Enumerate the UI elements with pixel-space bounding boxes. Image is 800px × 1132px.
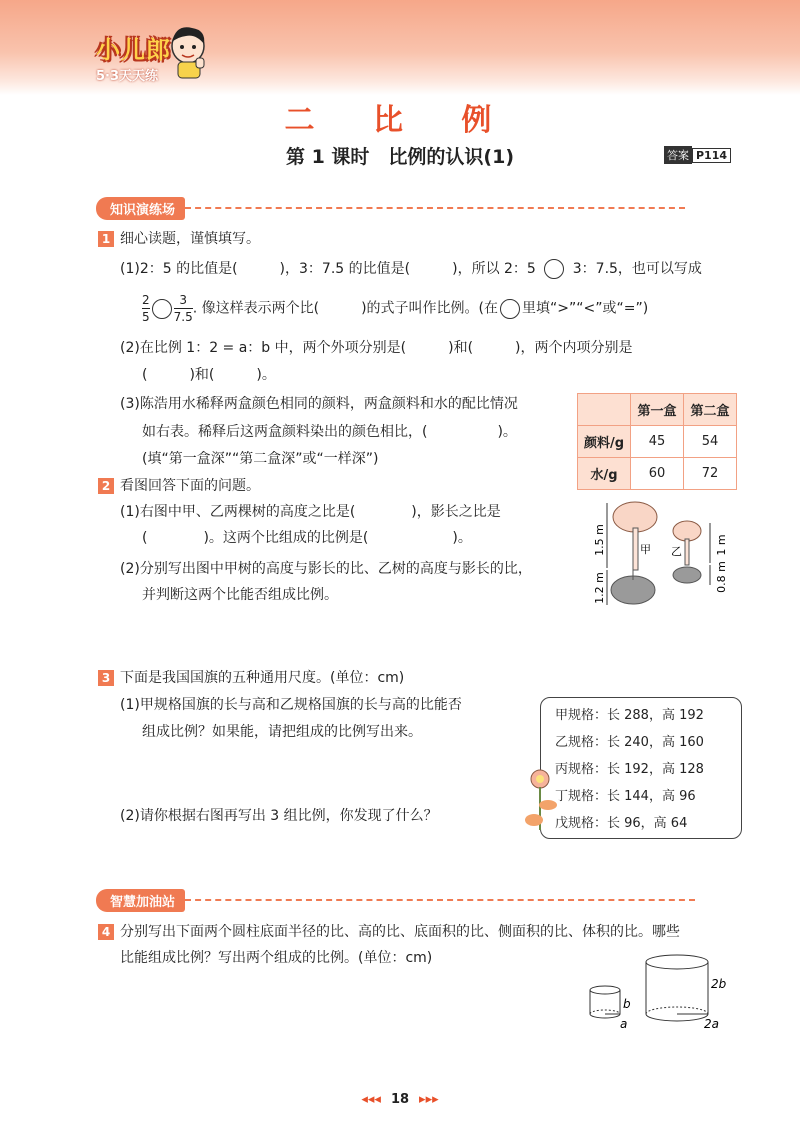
table-cell: 60 — [631, 458, 684, 490]
question-1-stem: 1 细心读题，谨慎填写。 — [98, 229, 260, 249]
big-radius-label: 2a — [704, 1017, 719, 1031]
small-height-label: b — [623, 997, 631, 1011]
table-cell: 颜料/g — [578, 426, 631, 458]
big-height-label: 2b — [711, 977, 727, 991]
jia-label: 甲 — [640, 543, 651, 556]
q1-part1-line2: $\frac{2}{5}$ $\frac{3}{7.5}$ . 像这样表示两个比( )的式子叫作比例。(在 里填“>”“<”或“=”) — [142, 293, 649, 324]
q2-part2-line1: (2)分别写出图中甲树的高度与影长的比、乙树的高度与影长的比， — [120, 561, 532, 577]
flag-spec-box — [540, 697, 742, 839]
table-cell: 水/g — [578, 458, 631, 490]
table-cell — [578, 394, 631, 426]
q2-part1-line2: ( )。这两个比组成的比例是( )。 — [142, 530, 472, 546]
table-cell: 第一盒 — [631, 394, 684, 426]
q1-part2-line1: (2)在比例 1：2 = a：b 中，两个外项分别是( )和( )，两个内项分别是 — [120, 340, 633, 356]
compare-circle-3 — [500, 299, 520, 319]
answer-page: P114 — [692, 148, 731, 163]
spec-row: 丁规格：长 144，高 96 — [555, 789, 696, 804]
mascot-illustration — [166, 22, 214, 80]
section-header-practice — [96, 197, 685, 219]
q1-part1-line1: (1)2：5 的比值是( )，3：7.5 的比值是( )，所以 2：5 3：7.5，也可以写成 — [120, 261, 702, 277]
q2-part2-line2: 并判断这两个比能否组成比例。 — [142, 587, 338, 603]
table-header-row — [578, 394, 737, 426]
section-title: 知识演练场 — [96, 197, 185, 220]
section-header-challenge — [96, 889, 695, 911]
brand-logo — [96, 30, 171, 84]
q3-part1-line1: (1)甲规格国旗的长与高和乙规格国旗的长与高的比能否 — [120, 697, 462, 713]
page-number-footer — [0, 1092, 800, 1107]
spec-row: 乙规格：长 240，高 160 — [555, 735, 704, 750]
answer-reference[interactable] — [664, 146, 731, 164]
question-2-stem: 2 看图回答下面的问题。 — [98, 476, 260, 496]
spec-row: 戊规格：长 96，高 64 — [555, 816, 688, 831]
paint-ratio-table — [577, 393, 737, 490]
next-arrows-icon: ▸▸▸ — [419, 1092, 439, 1107]
section-divider — [185, 207, 685, 209]
q1-part3-line2: 如右表。稀释后这两盒颜料染出的颜色相比，( )。 — [142, 424, 517, 440]
table-cell: 54 — [684, 426, 737, 458]
section-title: 智慧加油站 — [96, 889, 185, 912]
prev-arrows-icon: ◂◂◂ — [361, 1092, 381, 1107]
spec-row: 甲规格：长 288，高 192 — [555, 708, 704, 723]
question-number: 2 — [98, 478, 114, 494]
compare-circle-2[interactable] — [152, 299, 172, 319]
tree-shadow-figure — [585, 495, 735, 620]
lesson-title: 第 1 课时 比例的认识(1) — [285, 146, 515, 168]
question-number: 3 — [98, 670, 114, 686]
question-3-stem: 3 下面是我国国旗的五种通用尺度。(单位：cm) — [98, 668, 404, 688]
q1-part2-line2: ( )和( )。 — [142, 367, 276, 383]
question-number: 4 — [98, 924, 114, 940]
compare-circle[interactable] — [544, 259, 564, 279]
table-row — [578, 458, 737, 490]
cylinders-figure — [580, 940, 740, 1035]
page-number: 18 — [390, 1092, 410, 1107]
series-name: 5·3天天练 — [96, 69, 159, 84]
brand-name: 小儿郎 — [96, 36, 171, 64]
table-row — [578, 426, 737, 458]
q3-part2-line1: (2)请你根据右图再写出 3 组比例，你发现了什么？ — [120, 808, 438, 824]
jia-height-label: 1.5 m — [593, 524, 606, 556]
q2-part1-line1: (1)右图中甲、乙两棵树的高度之比是( )，影长之比是 — [120, 504, 501, 520]
table-cell: 45 — [631, 426, 684, 458]
table-cell: 第二盒 — [684, 394, 737, 426]
yi-label: 乙 — [671, 545, 682, 558]
q1-part3-line1: (3)陈浩用水稀释两盒颜色相同的颜料，两盒颜料和水的配比情况 — [120, 396, 518, 412]
answer-key-label: 答案 — [664, 146, 692, 164]
question-number: 1 — [98, 231, 114, 247]
question-4-line2: 比能组成比例？写出两个组成的比例。(单位：cm) — [120, 950, 433, 966]
q3-part1-line2: 组成比例？如果能，请把组成的比例写出来。 — [142, 724, 422, 740]
yi-shadow-label: 0.8 m — [715, 561, 728, 593]
spec-row: 丙规格：长 192，高 128 — [555, 762, 704, 777]
section-divider — [185, 899, 695, 901]
yi-height-label: 1 m — [715, 534, 728, 556]
small-radius-label: a — [620, 1017, 628, 1031]
q1-part3-line3: (填“第一盒深”“第二盒深”或“一样深”) — [142, 451, 379, 467]
jia-shadow-label: 1.2 m — [593, 572, 606, 604]
table-cell: 72 — [684, 458, 737, 490]
chapter-title: 二 比 例 — [284, 103, 516, 138]
flower-illustration — [520, 765, 560, 835]
question-4-line1: 4 分别写出下面两个圆柱底面半径的比、高的比、底面积的比、侧面积的比、体积的比。哪些 — [98, 922, 680, 942]
